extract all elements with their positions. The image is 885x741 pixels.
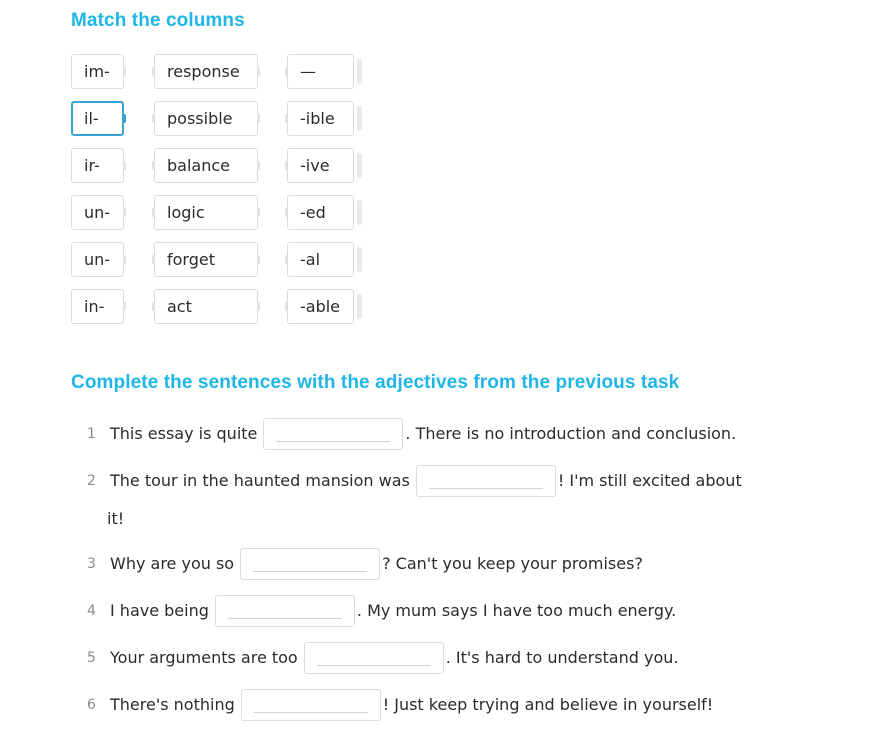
sentence-text-after: . My mum says I have too much energy. — [356, 601, 677, 620]
connector-dot[interactable] — [257, 67, 260, 76]
prefix-cell[interactable]: ir- — [71, 148, 124, 183]
root-cell[interactable]: logic — [154, 195, 258, 230]
suffix-cell[interactable]: -al — [287, 242, 354, 277]
connector-dot[interactable] — [123, 67, 126, 76]
drag-handle[interactable] — [357, 59, 362, 84]
connector-dot[interactable] — [123, 302, 126, 311]
root-cell[interactable]: response — [154, 54, 258, 89]
root-cell[interactable]: possible — [154, 101, 258, 136]
suffix-cell[interactable]: -able — [287, 289, 354, 324]
answer-blank[interactable] — [304, 642, 444, 674]
sentence-text-after: ? Can't you keep your promises? — [382, 554, 643, 573]
prefix-cell[interactable]: in- — [71, 289, 124, 324]
answer-blank[interactable] — [416, 465, 556, 497]
suffix-cell[interactable]: -ed — [287, 195, 354, 230]
sentence-number: 5 — [87, 650, 96, 666]
suffix-cell[interactable]: -ible — [287, 101, 354, 136]
sentence-text-continued: it! — [107, 509, 125, 528]
prefix-cell[interactable]: un- — [71, 242, 124, 277]
answer-blank[interactable] — [240, 548, 380, 580]
connector-dot[interactable] — [123, 161, 126, 170]
sentence-text-after: . There is no introduction and conclusion. — [405, 424, 737, 443]
drag-handle[interactable] — [357, 294, 362, 319]
connector-dot[interactable] — [123, 208, 126, 217]
sentence-text-after: . It's hard to understand you. — [445, 648, 679, 667]
sentence-text-before: This essay is quite — [110, 424, 258, 443]
drag-handle[interactable] — [357, 247, 362, 272]
suffix-cell[interactable]: -ive — [287, 148, 354, 183]
sentence-number: 1 — [87, 426, 96, 442]
sentence-text-before: Why are you so — [110, 554, 235, 573]
connector-dot[interactable] — [257, 114, 260, 123]
connector-dot[interactable] — [123, 255, 126, 264]
connector-dot[interactable] — [257, 302, 260, 311]
connector-dot[interactable] — [257, 255, 260, 264]
prefix-cell[interactable]: il- — [71, 101, 124, 136]
answer-blank[interactable] — [215, 595, 355, 627]
sentence-number: 4 — [87, 603, 96, 619]
connector-dot[interactable] — [123, 114, 126, 123]
sentence-number: 6 — [87, 697, 96, 713]
root-cell[interactable]: forget — [154, 242, 258, 277]
connector-dot[interactable] — [257, 161, 260, 170]
suffix-cell[interactable]: — — [287, 54, 354, 89]
answer-blank[interactable] — [241, 689, 381, 721]
sentences-heading: Complete the sentences with the adjectives from the previous task — [71, 372, 680, 393]
sentence-number: 2 — [87, 473, 96, 489]
sentence-text-before: There's nothing — [110, 695, 235, 714]
drag-handle[interactable] — [357, 153, 362, 178]
root-cell[interactable]: act — [154, 289, 258, 324]
drag-handle[interactable] — [357, 200, 362, 225]
sentence-text-after: ! I'm still excited about — [557, 471, 742, 490]
connector-dot[interactable] — [257, 208, 260, 217]
sentence-text-before: I have being — [110, 601, 209, 620]
prefix-cell[interactable]: un- — [71, 195, 124, 230]
sentence-text-after: ! Just keep trying and believe in yourself! — [382, 695, 714, 714]
sentence-number: 3 — [87, 556, 96, 572]
match-heading: Match the columns — [71, 10, 245, 31]
sentence-text-before: The tour in the haunted mansion was — [110, 471, 410, 490]
root-cell[interactable]: balance — [154, 148, 258, 183]
drag-handle[interactable] — [357, 106, 362, 131]
sentence-text-before: Your arguments are too — [110, 648, 298, 667]
answer-blank[interactable] — [263, 418, 403, 450]
prefix-cell[interactable]: im- — [71, 54, 124, 89]
